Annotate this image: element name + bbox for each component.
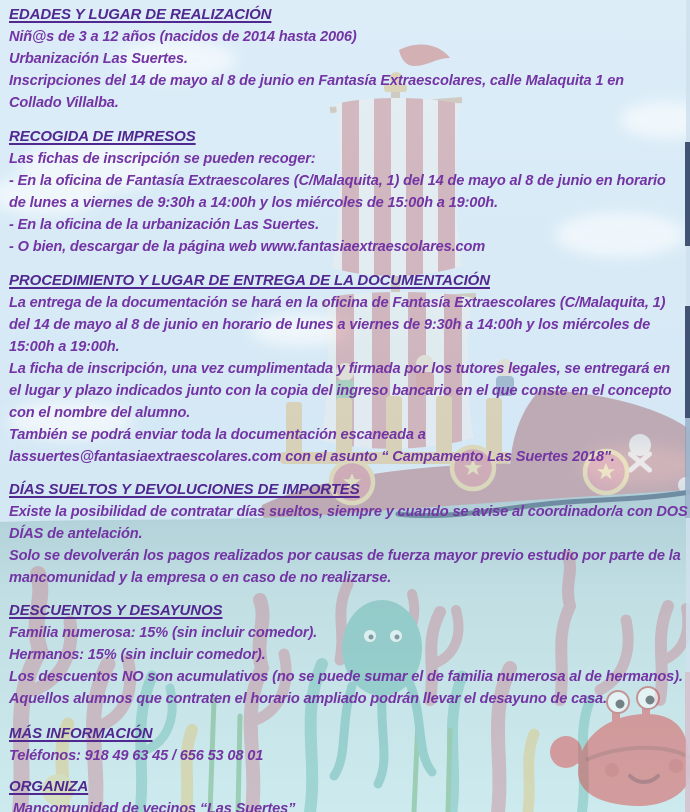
text-line: Urbanización Las Suertes.	[9, 51, 188, 67]
text-line: La entrega de la documentación se hará en la oficina de Fantasía Extraescolares (C/Malaquita, 1)	[9, 295, 666, 311]
text-line: de lunes a viernes de 9:30h a 14:00h y los miércoles de 15:00h a 19:00h.	[9, 195, 498, 211]
text-line: con el nombre del alumno.	[9, 405, 191, 421]
section-dias-sueltos	[9, 479, 690, 589]
section-mas-informacion	[9, 723, 690, 767]
text-line: del 14 de mayo al 8 de junio en horario de lunes a viernes de 9:30h a 14:00h y los miércoles de	[9, 317, 651, 333]
text-line: - En la oficina de Fantasía Extraescolares (C/Malaquita, 1) del 14 de mayo al 8 de junio en horario	[9, 173, 666, 189]
text-line: Hermanos: 15% (sin incluir comedor).	[9, 647, 266, 663]
section-descuentos	[9, 600, 690, 710]
text-line: Mancomunidad de vecinos “Las Suertes”	[9, 801, 296, 812]
section-heading: RECOGIDA DE IMPRESOS	[9, 128, 196, 145]
section-heading: DESCUENTOS Y DESAYUNOS	[9, 602, 223, 619]
section-heading: MÁS INFORMACIÓN	[9, 725, 153, 742]
section-heading: EDADES Y LUGAR DE REALIZACIÓN	[9, 6, 272, 23]
text-line: el lugar y plazo indicados junto con la copia del ingreso bancario en el que conste en el concepto	[9, 383, 672, 399]
text-line: La ficha de inscripción, una vez cumplimentada y firmada por los tutores legales, se entregará en	[9, 361, 671, 377]
section-heading: DÍAS SUELTOS Y DEVOLUCIONES DE IMPORTES	[9, 481, 360, 498]
text-line: lassuertes@fantasiaextraescolares.com con el asunto “ Campamento Las Suertes 2018".	[9, 449, 615, 465]
section-recogida	[9, 126, 690, 258]
section-edades	[9, 4, 690, 114]
text-line: Aquellos alumnos que contraten el horario ampliado podrán llevar el desayuno de casa.	[9, 691, 607, 707]
text-line: - En la oficina de la urbanización Las Suertes.	[9, 217, 320, 233]
section-organiza	[9, 776, 690, 812]
section-heading: PROCEDIMIENTO Y LUGAR DE ENTREGA DE LA DOCUMENTACIÓN	[9, 272, 490, 289]
text-line: Existe la posibilidad de contratar días sueltos, siempre y cuando se avise al coordinador/a con DOS	[9, 504, 688, 520]
text-line: También se podrá enviar toda la documentación escaneada a	[9, 427, 426, 443]
text-line: 15:00h a 19:00h.	[9, 339, 120, 355]
text-line: Las fichas de inscripción se pueden recoger:	[9, 151, 316, 167]
section-procedimiento	[9, 270, 690, 468]
text-line: Collado Villalba.	[9, 95, 119, 111]
text-line: - O bien, descargar de la página web www.fantasiaextraescolares.com	[9, 239, 486, 255]
text-line: Teléfonos: 918 49 63 45 / 656 53 08 01	[9, 748, 264, 764]
section-heading: ORGANIZA	[9, 778, 89, 795]
text-line: Familia numerosa: 15% (sin incluir comedor).	[9, 625, 318, 641]
text-line: mancomunidad y la empresa o en caso de no realizarse.	[9, 570, 392, 586]
text-line: Los descuentos NO son acumulativos (no se puede sumar el de familia numerosa al de hermanos).	[9, 669, 683, 685]
text-line: Inscripciones del 14 de mayo al 8 de junio en Fantasía Extraescolares, calle Malaquita 1 en	[9, 73, 624, 89]
text-line: Niñ@s de 3 a 12 años (nacidos de 2014 hasta 2006)	[9, 29, 357, 45]
text-line: Solo se devolverán los pagos realizados por causas de fuerza mayor previo estudio por parte de la	[9, 548, 681, 564]
text-line: DÍAS de antelación.	[9, 526, 143, 542]
